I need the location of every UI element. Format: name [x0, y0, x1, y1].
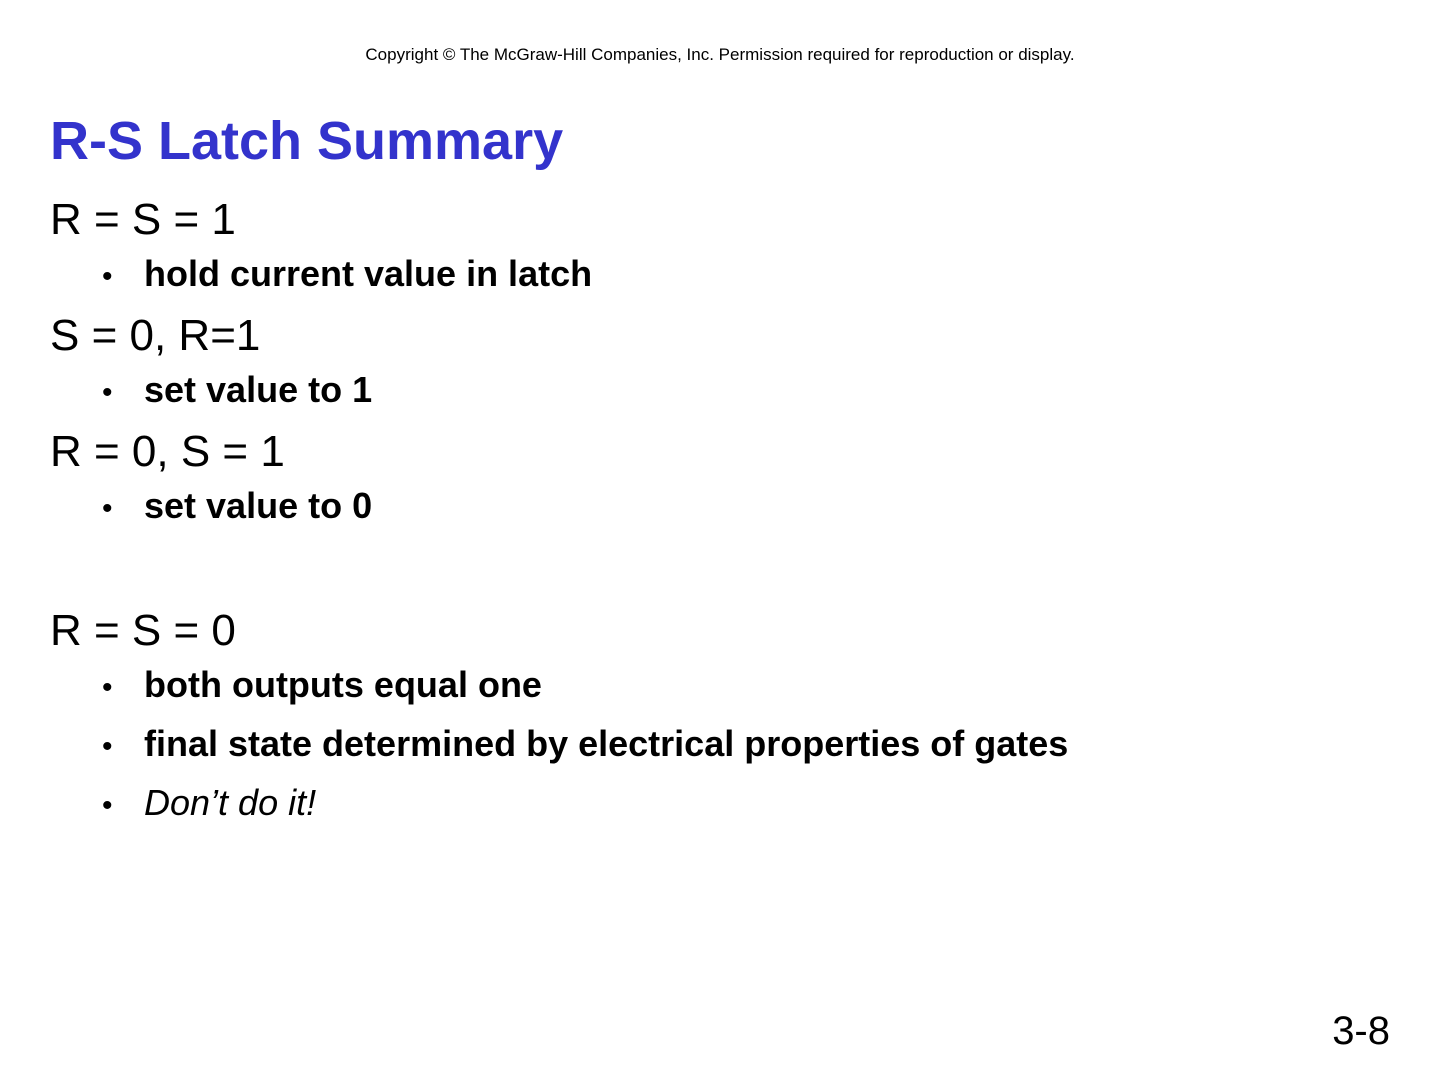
- bullet-list: [50, 368, 1390, 415]
- bullet-icon: •: [102, 492, 113, 525]
- bullet-list: [50, 252, 1390, 299]
- bullet-text: both outputs equal one: [144, 664, 542, 705]
- condition-group: [50, 194, 1390, 299]
- bullet-text: final state determined by electrical properties of gates: [144, 723, 1069, 764]
- bullet-list: [50, 663, 1390, 828]
- bullet-text: Don’t do it!: [144, 782, 317, 823]
- bullet-icon: •: [102, 789, 113, 822]
- bullet-text: set value to 1: [144, 369, 373, 410]
- bullet-icon: •: [102, 730, 113, 763]
- bullet-item: [50, 781, 1390, 828]
- bullet-list: [50, 484, 1390, 531]
- bullet-icon: •: [102, 671, 113, 704]
- page-number: 3-8: [1332, 1009, 1390, 1053]
- bullet-text: hold current value in latch: [144, 253, 593, 294]
- bullet-item: [50, 722, 1390, 769]
- copyright-notice: Copyright © The McGraw-Hill Companies, Inc. Permission required for reproduction or display.: [365, 45, 1075, 64]
- slide-body: [50, 194, 1390, 828]
- bullet-item: [50, 663, 1390, 710]
- condition-group: [50, 310, 1390, 415]
- condition-heading: R = S = 0: [50, 606, 236, 655]
- condition-group: [50, 426, 1390, 531]
- bullet-item: [50, 252, 1390, 299]
- condition-heading: R = 0, S = 1: [50, 427, 285, 476]
- condition-group: [50, 605, 1390, 828]
- bullet-icon: •: [102, 376, 113, 409]
- condition-heading: S = 0, R=1: [50, 311, 261, 360]
- bullet-icon: •: [102, 260, 113, 293]
- condition-heading: R = S = 1: [50, 195, 236, 244]
- bullet-item: [50, 484, 1390, 531]
- bullet-item: [50, 368, 1390, 415]
- slide-title: R-S Latch Summary: [50, 111, 564, 171]
- bullet-text: set value to 0: [144, 485, 373, 526]
